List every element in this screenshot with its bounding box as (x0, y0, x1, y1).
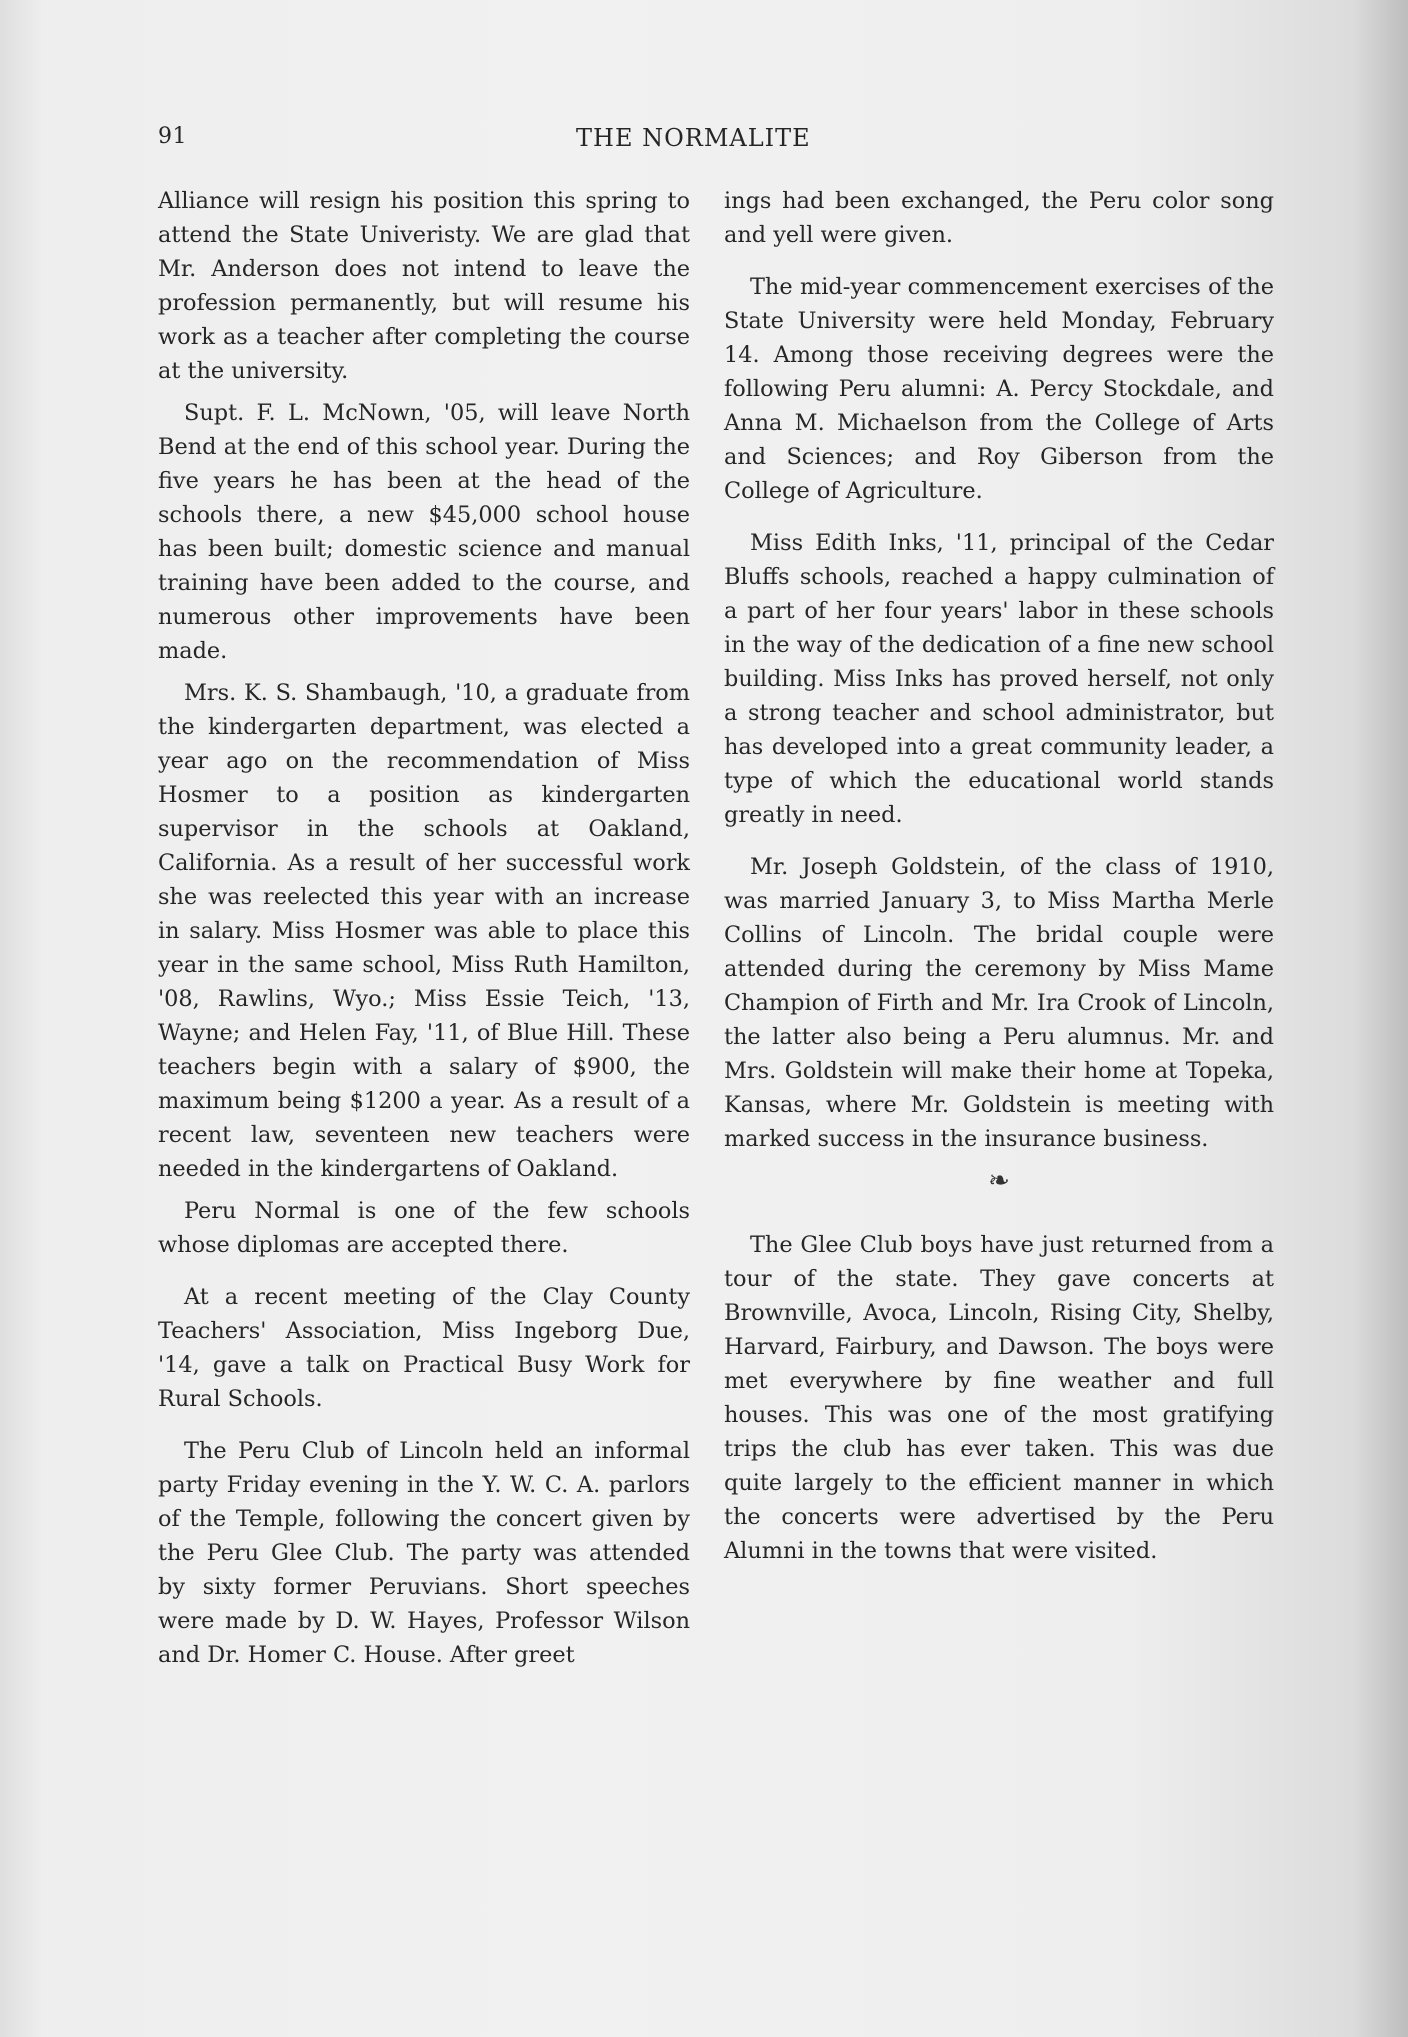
page-number: 91 (158, 124, 187, 149)
paragraph-peru-normal-diplomas: Peru Normal is one of the few schools whose diplomas are accepted there. (158, 1198, 690, 1258)
paragraph-clay-county: At a recent meeting of the Clay County Teachers' Association, Miss Ingeborg Due, '14, gave a talk on Practical Busy Work for Rural Schools. (158, 1284, 690, 1412)
paragraph-peru-club-lincoln: The Peru Club of Lincoln held an informal party Friday evening in the Y. W. C. A. parlors of the Temple, following the concert given by the Peru Glee Club. The party was attended by sixty former Peruvians. Short speeches were made by D. W. Hayes, Professor Wilson and Dr. Homer C. House. After greet (158, 1438, 690, 1668)
paragraph-edith-inks: Miss Edith Inks, '11, principal of the Cedar Bluffs schools, reached a happy culmination of a part of her four years' labor in these schools in the way of the dedication of a fine new school building. Miss Inks has proved herself, not only a strong teacher and school administrator, but has developed into a great community leader, a type of which the educational world stands greatly in need. (724, 530, 1274, 828)
journal-title: THE NORMALITE (576, 124, 811, 152)
running-head (158, 124, 1308, 160)
right-column (724, 184, 1274, 1576)
paragraph-goldstein-wedding: Mr. Joseph Goldstein, of the class of 1910, was married January 3, to Miss Martha Merle Collins of Lincoln. The bridal couple were attended during the ceremony by Miss Mame Champion of Firth and Mr. Ira Crook of Lincoln, the latter also being a Peru alumnus. Mr. and Mrs. Goldstein will make their home at Topeka, Kansas, where Mr. Goldstein is meeting with marked success in the insurance business. (724, 854, 1274, 1152)
paragraph-glee-club-tour: The Glee Club boys have just returned from a tour of the state. They gave concerts at Brownville, Avoca, Lincoln, Rising City, Shelby, Harvard, Fairbury, and Dawson. The boys were met everywhere by fine weather and full houses. This was one of the most gratifying trips the club has ever taken. This was due quite largely to the efficient manner in which the concerts were advertised by the Peru Alumni in the towns that were visited. (724, 1232, 1274, 1564)
paragraph-mcnown: Supt. F. L. McNown, '05, will leave North Bend at the end of this school year. During the five years he has been at the head of the schools there, a new $45,000 school house has been built; domestic science and manual training have been added to the course, and numerous other improvements have been made. (158, 400, 690, 664)
paragraph-midyear-commencement: The mid-year commencement exercises of the State University were held Monday, February 14. Among those receiving degrees were the following Peru alumni: A. Percy Stockdale, and Anna M. Michaelson from the College of Arts and Sciences; and Roy Giberson from the College of Agriculture. (724, 274, 1274, 504)
paragraph-anderson-continued: Alliance will resign his position this spring to attend the State Univeristy. We are glad that Mr. Anderson does not intend to leave the profession permanently, but will resume his work as a teacher after completing the course at the university. (158, 188, 690, 384)
left-column (158, 184, 690, 1680)
paragraph-peru-club-continued: ings had been exchanged, the Peru color song and yell were given. (724, 188, 1274, 248)
section-ornament-icon: ❧ (988, 1166, 1010, 1196)
paragraph-shambaugh: Mrs. K. S. Shambaugh, '10, a graduate from the kindergarten department, was elected a year ago on the recommendation of Miss Hosmer to a position as kindergarten supervisor in the schools at Oakland, California. As a result of her successful work she was reelected this year with an increase in salary. Miss Hosmer was able to place this year in the same school, Miss Ruth Hamilton, '08, Rawlins, Wyo.; Miss Essie Teich, '13, Wayne; and Helen Fay, '11, of Blue Hill. These teachers begin with a salary of $900, the maximum being $1200 a year. As a result of a recent law, seventeen new teachers were needed in the kindergartens of Oakland. (158, 680, 690, 1182)
